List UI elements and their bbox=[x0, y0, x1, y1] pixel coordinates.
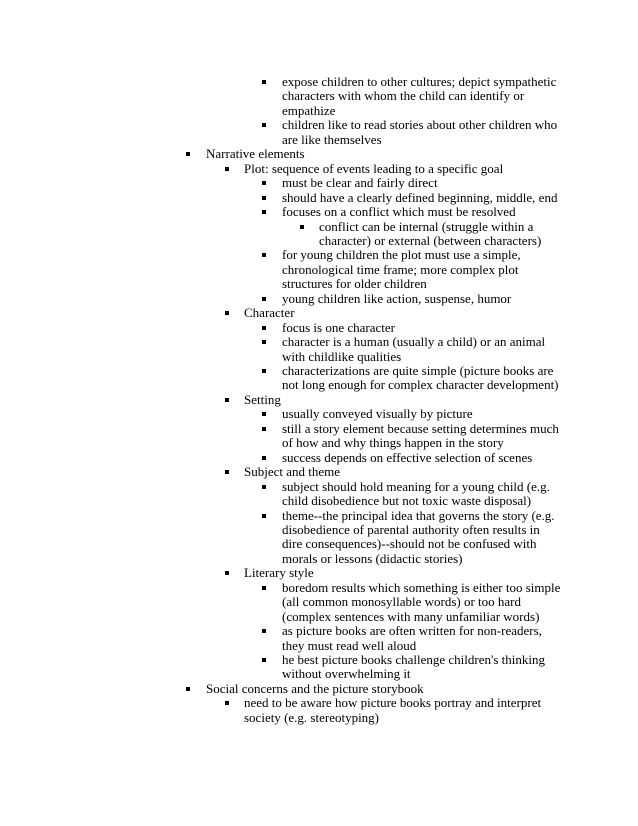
bullet-marker bbox=[186, 687, 190, 691]
bullet-marker bbox=[225, 571, 229, 575]
outline-item-continuation: child disobedience but not toxic waste disposal) bbox=[282, 493, 532, 509]
outline-item-text: Narrative elements bbox=[206, 146, 305, 162]
outline-item-text: need to be aware how picture books portray and interpret bbox=[244, 695, 542, 711]
outline-item-text: focuses on a conflict which must be resolved bbox=[282, 204, 516, 220]
bullet-marker bbox=[262, 586, 266, 590]
bullet-marker bbox=[262, 196, 266, 200]
outline-item-continuation: empathize bbox=[282, 102, 336, 118]
bullet-marker bbox=[225, 701, 229, 705]
outline-item-text: success depends on effective selection of scenes bbox=[282, 449, 533, 465]
outline-item-text: for young children the plot must use a simple, bbox=[282, 247, 521, 263]
outline-item-text: Setting bbox=[244, 391, 281, 407]
outline-item-continuation: (all common monosyllable words) or too hard bbox=[282, 594, 522, 610]
bullet-marker bbox=[262, 427, 266, 431]
outline-item-text: focus is one character bbox=[282, 319, 395, 335]
bullet-marker bbox=[262, 485, 266, 489]
bullet-marker bbox=[225, 311, 229, 315]
outline-item-text: theme--the principal idea that governs the story (e.g. bbox=[282, 507, 555, 523]
bullet-marker bbox=[225, 167, 229, 171]
bullet-marker bbox=[262, 412, 266, 416]
bullet-marker bbox=[225, 470, 229, 474]
outline-item-text: subject should hold meaning for a young child (e.g. bbox=[282, 478, 550, 494]
outline-item-continuation: without overwhelming it bbox=[282, 666, 411, 682]
bullet-marker bbox=[262, 326, 266, 330]
outline-item-continuation: (complex sentences with many unfamiliar words) bbox=[282, 608, 540, 624]
outline-item-continuation: not long enough for complex character development) bbox=[282, 377, 559, 393]
outline-item-text: should have a clearly defined beginning, middle, end bbox=[282, 189, 558, 205]
outline-item-continuation: they must read well aloud bbox=[282, 637, 417, 653]
outline-item-continuation: with childlike qualities bbox=[282, 348, 402, 364]
outline-item-continuation: morals or lessons (didactic stories) bbox=[282, 550, 463, 566]
bullet-marker bbox=[262, 123, 266, 127]
bullet-marker bbox=[225, 398, 229, 402]
outline-item-text: boredom results which something is either too simple bbox=[282, 579, 561, 595]
outline-item-text: Character bbox=[244, 305, 295, 321]
bullet-marker bbox=[262, 297, 266, 301]
outline-item-text: Subject and theme bbox=[244, 464, 341, 480]
bullet-marker bbox=[186, 152, 190, 156]
bullet-marker bbox=[262, 514, 266, 518]
bullet-marker bbox=[300, 225, 304, 229]
bullet-marker bbox=[262, 629, 266, 633]
bullet-marker bbox=[262, 80, 266, 84]
outline-item-continuation: chronological time frame; more complex plot bbox=[282, 261, 519, 277]
outline-item-continuation: dire consequences)--should not be confused with bbox=[282, 536, 537, 552]
outline-item-text: he best picture books challenge children's thinking bbox=[282, 652, 545, 667]
outline-item-text: conflict can be internal (struggle within a bbox=[319, 218, 534, 234]
bullet-marker bbox=[262, 340, 266, 344]
outline-item-text: Social concerns and the picture storybook bbox=[206, 680, 424, 696]
bullet-marker bbox=[262, 369, 266, 373]
outline-item-continuation: characters with whom the child can identify or bbox=[282, 88, 525, 104]
outline-item-continuation: of how and why things happen in the story bbox=[282, 435, 504, 451]
bullet-marker bbox=[262, 181, 266, 185]
bullet-marker bbox=[262, 658, 266, 662]
outline-item-text: as picture books are often written for non-readers, bbox=[282, 623, 542, 639]
outline-item-text: usually conveyed visually by picture bbox=[282, 406, 473, 422]
outline-item-text: expose children to other cultures; depict sympathetic bbox=[282, 74, 557, 89]
outline-item-continuation: disobedience of parental authority often results in bbox=[282, 521, 540, 537]
outline-item-text: must be clear and fairly direct bbox=[282, 175, 438, 191]
outline-item-text: still a story element because setting determines much bbox=[282, 420, 559, 436]
outline-item-continuation: are like themselves bbox=[282, 131, 382, 147]
outline-item-continuation: society (e.g. stereotyping) bbox=[244, 709, 380, 725]
outline-item-text: Literary style bbox=[244, 565, 314, 581]
outline-item-text: children like to read stories about other children who bbox=[282, 117, 558, 133]
outline-item-continuation: character) or external (between characters) bbox=[319, 232, 542, 248]
bullet-marker bbox=[262, 210, 266, 214]
outline-item-text: characterizations are quite simple (picture books are bbox=[282, 363, 554, 378]
outline-item-text: character is a human (usually a child) or an animal bbox=[282, 334, 546, 350]
outline-item-text: Plot: sequence of events leading to a specific goal bbox=[244, 160, 504, 176]
bullet-marker bbox=[262, 456, 266, 460]
outline-item-continuation: structures for older children bbox=[282, 276, 427, 292]
outline-item-text: young children like action, suspense, humor bbox=[282, 290, 512, 306]
bullet-marker bbox=[262, 253, 266, 257]
